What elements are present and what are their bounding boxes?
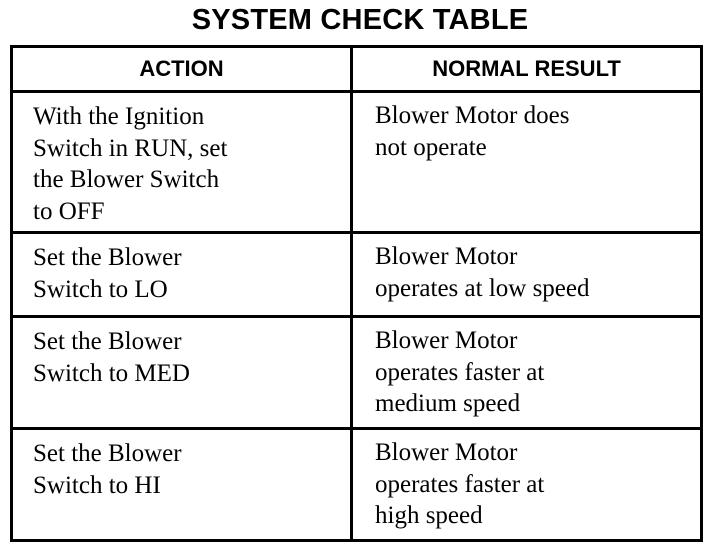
- result-line: not operate: [375, 133, 487, 161]
- action-cell: [12, 233, 352, 317]
- action-line: With the Ignition: [33, 103, 205, 130]
- result-cell: [352, 429, 702, 541]
- result-cell: [352, 92, 702, 233]
- action-line: Switch in RUN, set: [33, 134, 228, 162]
- action-cell: [12, 429, 352, 541]
- result-line: high speed: [375, 502, 483, 529]
- result-line: Blower Motor: [375, 327, 518, 354]
- table-row: [12, 429, 702, 541]
- normal-result-column-header: NORMAL RESULT: [352, 47, 702, 92]
- action-line: Set the Blower: [33, 328, 182, 355]
- table-row: [12, 317, 702, 429]
- system-check-table: [10, 45, 703, 542]
- action-line: the Blower Switch: [33, 166, 220, 193]
- result-line: operates faster at: [375, 470, 545, 498]
- action-cell: [12, 317, 352, 429]
- action-line: Switch to MED: [33, 359, 190, 387]
- result-cell: [352, 317, 702, 429]
- result-line: Blower Motor: [375, 439, 518, 466]
- action-line: Set the Blower: [33, 244, 182, 271]
- action-column-header: ACTION: [12, 47, 352, 92]
- action-line: Switch to LO: [33, 275, 168, 303]
- page-title: SYSTEM CHECK TABLE: [191, 4, 529, 36]
- action-line: Switch to HI: [33, 471, 161, 499]
- result-line: Blower Motor does: [375, 102, 570, 129]
- table-header-row: [12, 47, 702, 92]
- result-line: operates faster at: [375, 358, 545, 386]
- action-cell: [12, 92, 352, 233]
- action-line: Set the Blower: [33, 440, 182, 467]
- result-line: Blower Motor: [375, 243, 518, 270]
- table-row: [12, 92, 702, 233]
- result-cell: [352, 233, 702, 317]
- action-line: to OFF: [33, 197, 105, 225]
- result-line: medium speed: [375, 390, 521, 417]
- table-row: [12, 233, 702, 317]
- result-line: operates at low speed: [375, 274, 590, 302]
